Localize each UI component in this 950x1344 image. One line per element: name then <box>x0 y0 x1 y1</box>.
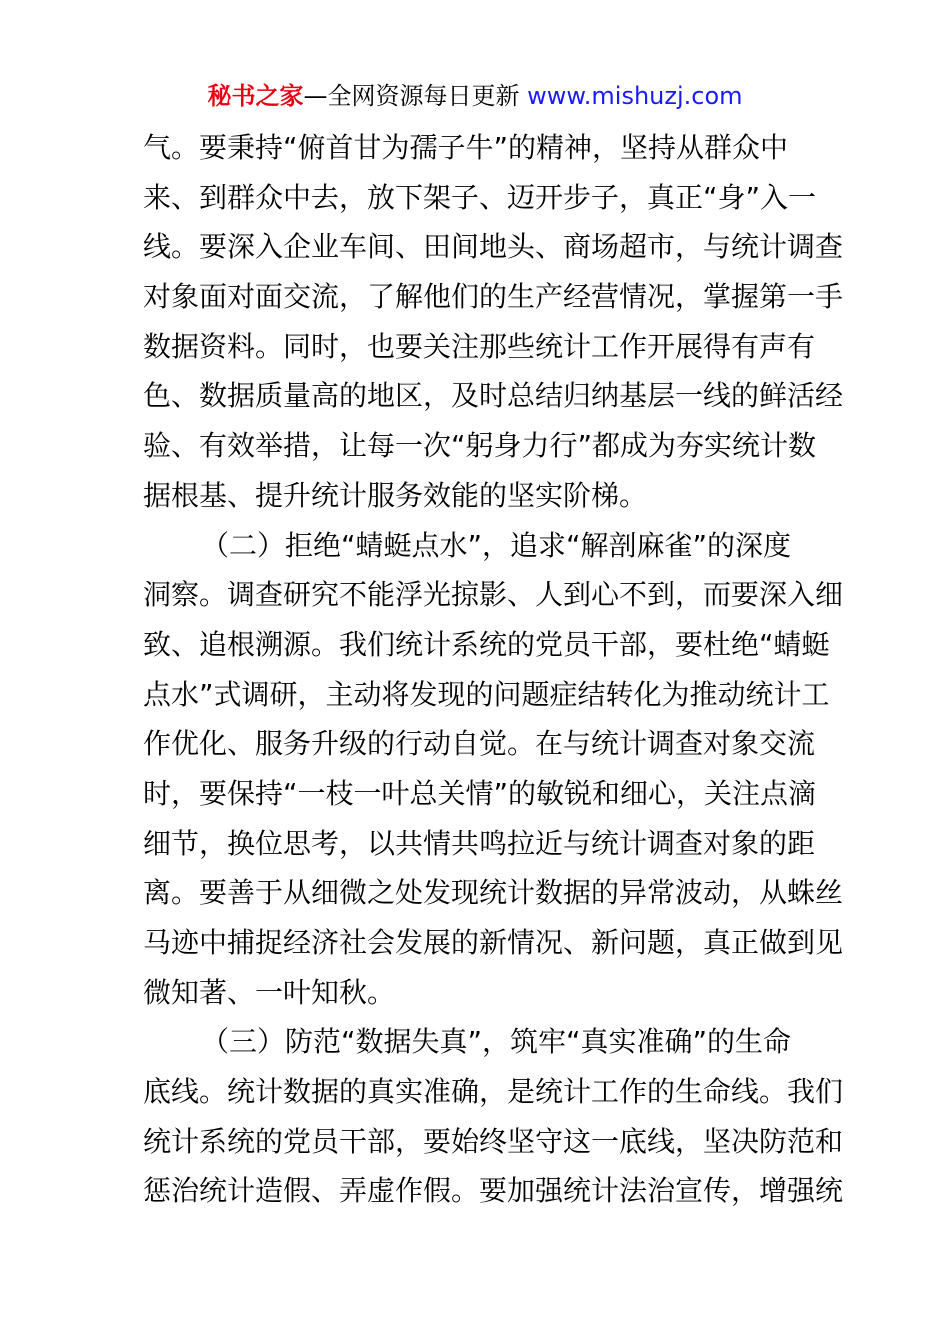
site-url-link[interactable]: www.mishuzj.com <box>527 82 743 110</box>
text-line: 对象面对面交流，了解他们的生产经营情况，掌握第一手 <box>143 280 844 314</box>
text-line: 洞察。调查研究不能浮光掠影、人到心不到，而要深入细 <box>143 578 844 612</box>
document-body <box>143 123 844 1216</box>
text-line: 细节，换位思考，以共情共鸣拉近与统计调查对象的距 <box>143 826 816 860</box>
page-header <box>0 80 950 112</box>
text-line: 点水”式调研，主动将发现的问题症结转化为推动统计工 <box>143 677 830 711</box>
text-line: 统计系统的党员干部，要始终坚守这一底线，坚决防范和 <box>143 1124 844 1158</box>
text-line: 气。要秉持“俯首甘为孺子牛”的精神，坚持从群众中 <box>143 131 789 164</box>
text-line: 微知著、一叶知秋。 <box>143 975 396 1009</box>
text-line: 马迹中捕捉经济社会发展的新情况、新问题，真正做到见 <box>143 926 844 959</box>
text-line: 致、追根溯源。我们统计系统的党员干部，要杜绝“蜻蜓 <box>143 627 830 661</box>
text-line: 时，要保持“一枝一叶总关情”的敏锐和细心，关注点滴 <box>143 776 817 810</box>
text-line: 数据资料。同时，也要关注那些统计工作开展得有声有 <box>143 329 816 363</box>
text-line: 底线。统计数据的真实准确，是统计工作的生命线。我们 <box>143 1075 844 1109</box>
text-line: 验、有效举措，让每一次“躬身力行”都成为夯实统计数 <box>143 429 817 463</box>
section-heading-line: （三）防范“数据失真”，筑牢“真实准确”的生命 <box>201 1025 792 1059</box>
section-heading-line: （二）拒绝“蜻蜓点水”，追求“解剖麻雀”的深度 <box>201 528 792 562</box>
text-line: 惩治统计造假、弄虚作假。要加强统计法治宣传，增强统 <box>143 1174 844 1208</box>
text-line: 色、数据质量高的地区，及时总结归纳基层一线的鲜活经 <box>143 379 844 413</box>
text-line: 来、到群众中去，放下架子、迈开步子，真正“身”入一 <box>143 180 817 214</box>
brand-name: 秘书之家 <box>207 82 304 110</box>
text-line: 线。要深入企业车间、田间地头、商场超市，与统计调查 <box>143 230 844 264</box>
header-tagline: —全网资源每日更新 <box>303 82 528 110</box>
text-line: 离。要善于从细微之处发现统计数据的异常波动，从蛛丝 <box>143 876 844 910</box>
text-line: 据根基、提升统计服务效能的坚实阶梯。 <box>143 478 648 512</box>
text-line: 作优化、服务升级的行动自觉。在与统计调查对象交流 <box>143 727 816 761</box>
